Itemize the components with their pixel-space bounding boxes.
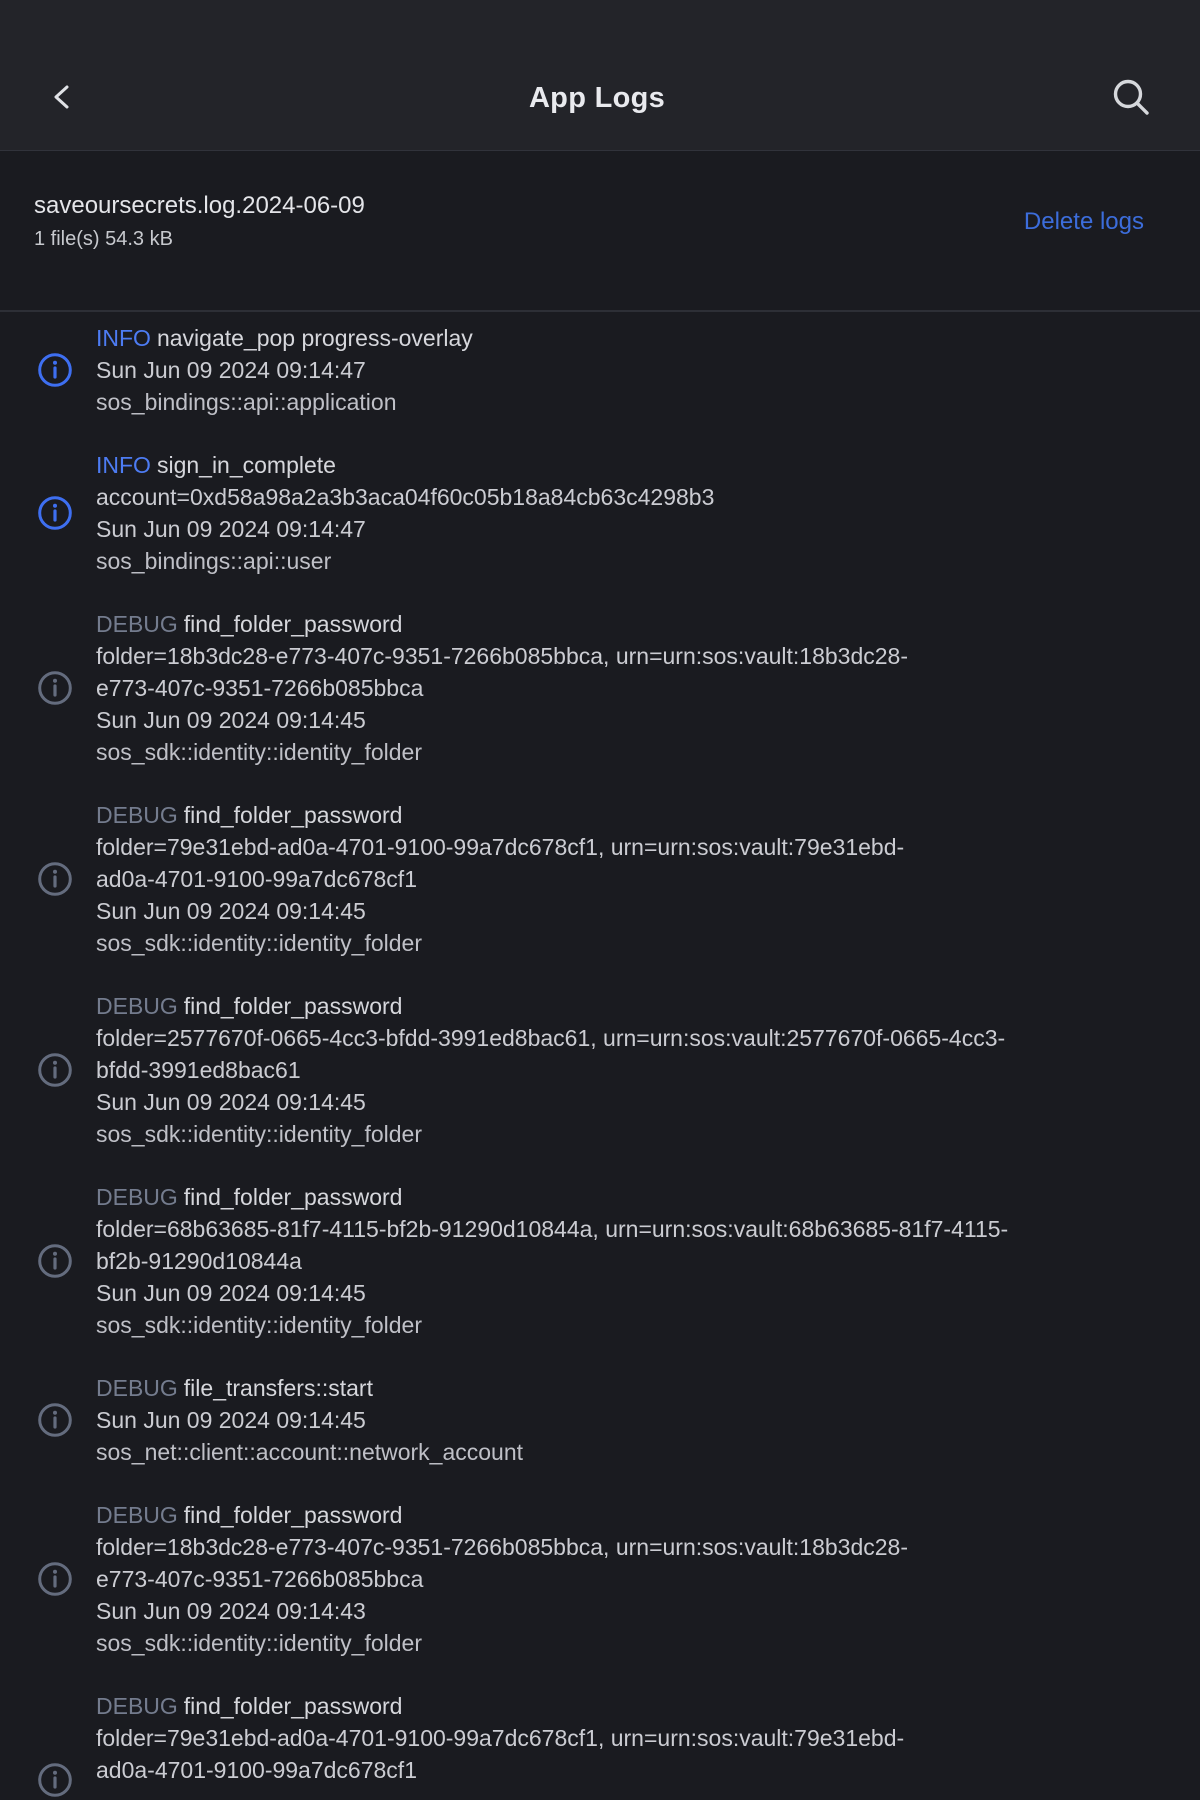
info-circle-icon bbox=[0, 322, 96, 418]
log-event: find_folder_password bbox=[183, 1693, 403, 1719]
log-event: navigate_pop progress-overlay bbox=[156, 325, 473, 351]
log-file-name: saveoursecrets.log.2024-06-09 bbox=[34, 192, 365, 219]
log-event-line bbox=[96, 1690, 1160, 1722]
info-circle-icon bbox=[0, 799, 96, 959]
log-file-header bbox=[0, 151, 1200, 312]
log-timestamp: Sun Jun 09 2024 09:14:45 bbox=[96, 898, 366, 924]
log-source: sos_sdk::identity::identity_folder bbox=[96, 739, 423, 765]
log-timestamp: Sun Jun 09 2024 09:14:45 bbox=[96, 1407, 366, 1433]
log-entry-text bbox=[96, 1372, 1160, 1468]
log-level: DEBUG bbox=[96, 1693, 178, 1719]
log-source: sos_bindings::api::application bbox=[96, 389, 397, 415]
log-timestamp: Sun Jun 09 2024 09:14:45 bbox=[96, 1280, 366, 1306]
log-detail: ad0a-4701-9100-99a7dc678cf1 bbox=[96, 866, 417, 892]
log-level: INFO bbox=[96, 325, 151, 351]
log-event: file_transfers::start bbox=[183, 1375, 373, 1401]
log-entry-text bbox=[96, 449, 1160, 577]
log-level: DEBUG bbox=[96, 1184, 178, 1210]
log-entry-text bbox=[96, 1499, 1160, 1659]
log-event: find_folder_password bbox=[183, 802, 403, 828]
log-detail: folder=79e31ebd-ad0a-4701-9100-99a7dc678cf1, urn=urn:sos:vault:79e31ebd- bbox=[96, 834, 905, 860]
log-detail: folder=79e31ebd-ad0a-4701-9100-99a7dc678cf1, urn=urn:sos:vault:79e31ebd- bbox=[96, 1725, 905, 1751]
log-event: find_folder_password bbox=[183, 993, 403, 1019]
info-circle-icon bbox=[0, 608, 96, 768]
search-icon bbox=[1108, 74, 1154, 123]
log-entry-text bbox=[96, 1181, 1160, 1341]
page-title: App Logs bbox=[528, 81, 666, 114]
log-entry bbox=[0, 449, 1160, 577]
log-detail: e773-407c-9351-7266b085bbca bbox=[96, 1566, 424, 1592]
log-file-info bbox=[34, 191, 365, 252]
log-entry-text bbox=[96, 990, 1160, 1150]
log-entry-text bbox=[96, 322, 1160, 418]
log-entry bbox=[0, 799, 1160, 959]
log-level: DEBUG bbox=[96, 1502, 178, 1528]
log-entry bbox=[0, 322, 1160, 418]
log-level: DEBUG bbox=[96, 1375, 178, 1401]
log-event: sign_in_complete bbox=[156, 452, 336, 478]
log-detail: bf2b-91290d10844a bbox=[96, 1248, 302, 1274]
log-list bbox=[0, 312, 1200, 1798]
log-event-line bbox=[96, 990, 1160, 1022]
log-detail: folder=18b3dc28-e773-407c-9351-7266b085bbca, urn=urn:sos:vault:18b3dc28- bbox=[96, 1534, 908, 1560]
app-bar bbox=[0, 0, 1200, 151]
log-detail: folder=68b63685-81f7-4115-bf2b-91290d10844a, urn=urn:sos:vault:68b63685-81f7-4115- bbox=[96, 1216, 1009, 1242]
log-level: DEBUG bbox=[96, 993, 178, 1019]
log-detail: e773-407c-9351-7266b085bbca bbox=[96, 675, 424, 701]
log-event-line bbox=[96, 1499, 1160, 1531]
chevron-left-icon bbox=[48, 82, 78, 115]
log-entry-text bbox=[96, 1690, 1160, 1798]
log-file-meta: 1 file(s) 54.3 kB bbox=[34, 228, 173, 250]
info-circle-icon bbox=[0, 1690, 96, 1798]
log-event-line bbox=[96, 322, 1160, 354]
log-source: sos_sdk::identity::identity_folder bbox=[96, 1630, 423, 1656]
log-detail: folder=18b3dc28-e773-407c-9351-7266b085bbca, urn=urn:sos:vault:18b3dc28- bbox=[96, 643, 908, 669]
log-event: find_folder_password bbox=[183, 611, 403, 637]
log-timestamp: Sun Jun 09 2024 09:14:43 bbox=[96, 1598, 366, 1624]
delete-logs-button[interactable]: Delete logs bbox=[1023, 207, 1144, 235]
search-button[interactable] bbox=[1102, 69, 1160, 127]
log-entry bbox=[0, 990, 1160, 1150]
log-event-line bbox=[96, 799, 1160, 831]
info-circle-icon bbox=[0, 1499, 96, 1659]
log-detail: bfdd-3991ed8bac61 bbox=[96, 1057, 301, 1083]
log-event-line bbox=[96, 449, 1160, 481]
log-event: find_folder_password bbox=[183, 1502, 403, 1528]
log-timestamp: Sun Jun 09 2024 09:14:47 bbox=[96, 516, 366, 542]
log-level: DEBUG bbox=[96, 802, 178, 828]
log-timestamp: Sun Jun 09 2024 09:14:45 bbox=[96, 707, 366, 733]
info-circle-icon bbox=[0, 449, 96, 577]
back-button[interactable] bbox=[34, 69, 92, 127]
log-event-line bbox=[96, 1181, 1160, 1213]
log-event-line bbox=[96, 1372, 1160, 1404]
log-entry-text bbox=[96, 799, 1160, 959]
log-source: sos_bindings::api::user bbox=[96, 548, 332, 574]
info-circle-icon bbox=[0, 1181, 96, 1341]
log-source: sos_sdk::identity::identity_folder bbox=[96, 1312, 423, 1338]
log-level: INFO bbox=[96, 452, 151, 478]
log-entry bbox=[0, 608, 1160, 768]
log-source: sos_sdk::identity::identity_folder bbox=[96, 1121, 423, 1147]
log-entry bbox=[0, 1372, 1160, 1468]
log-entry bbox=[0, 1499, 1160, 1659]
log-entry bbox=[0, 1181, 1160, 1341]
log-event-line bbox=[96, 608, 1160, 640]
log-source: sos_net::client::account::network_account bbox=[96, 1439, 524, 1465]
log-detail: folder=2577670f-0665-4cc3-bfdd-3991ed8bac61, urn=urn:sos:vault:2577670f-0665-4cc3- bbox=[96, 1025, 1006, 1051]
log-detail: account=0xd58a98a2a3b3aca04f60c05b18a84cb63c4298b3 bbox=[96, 484, 715, 510]
log-entry-text bbox=[96, 608, 1160, 768]
log-timestamp: Sun Jun 09 2024 09:14:47 bbox=[96, 357, 366, 383]
log-level: DEBUG bbox=[96, 611, 178, 637]
log-entry bbox=[0, 1690, 1160, 1798]
log-source: sos_sdk::identity::identity_folder bbox=[96, 930, 423, 956]
info-circle-icon bbox=[0, 990, 96, 1150]
info-circle-icon bbox=[0, 1372, 96, 1468]
log-detail: ad0a-4701-9100-99a7dc678cf1 bbox=[96, 1757, 417, 1783]
log-event: find_folder_password bbox=[183, 1184, 403, 1210]
log-timestamp: Sun Jun 09 2024 09:14:45 bbox=[96, 1089, 366, 1115]
